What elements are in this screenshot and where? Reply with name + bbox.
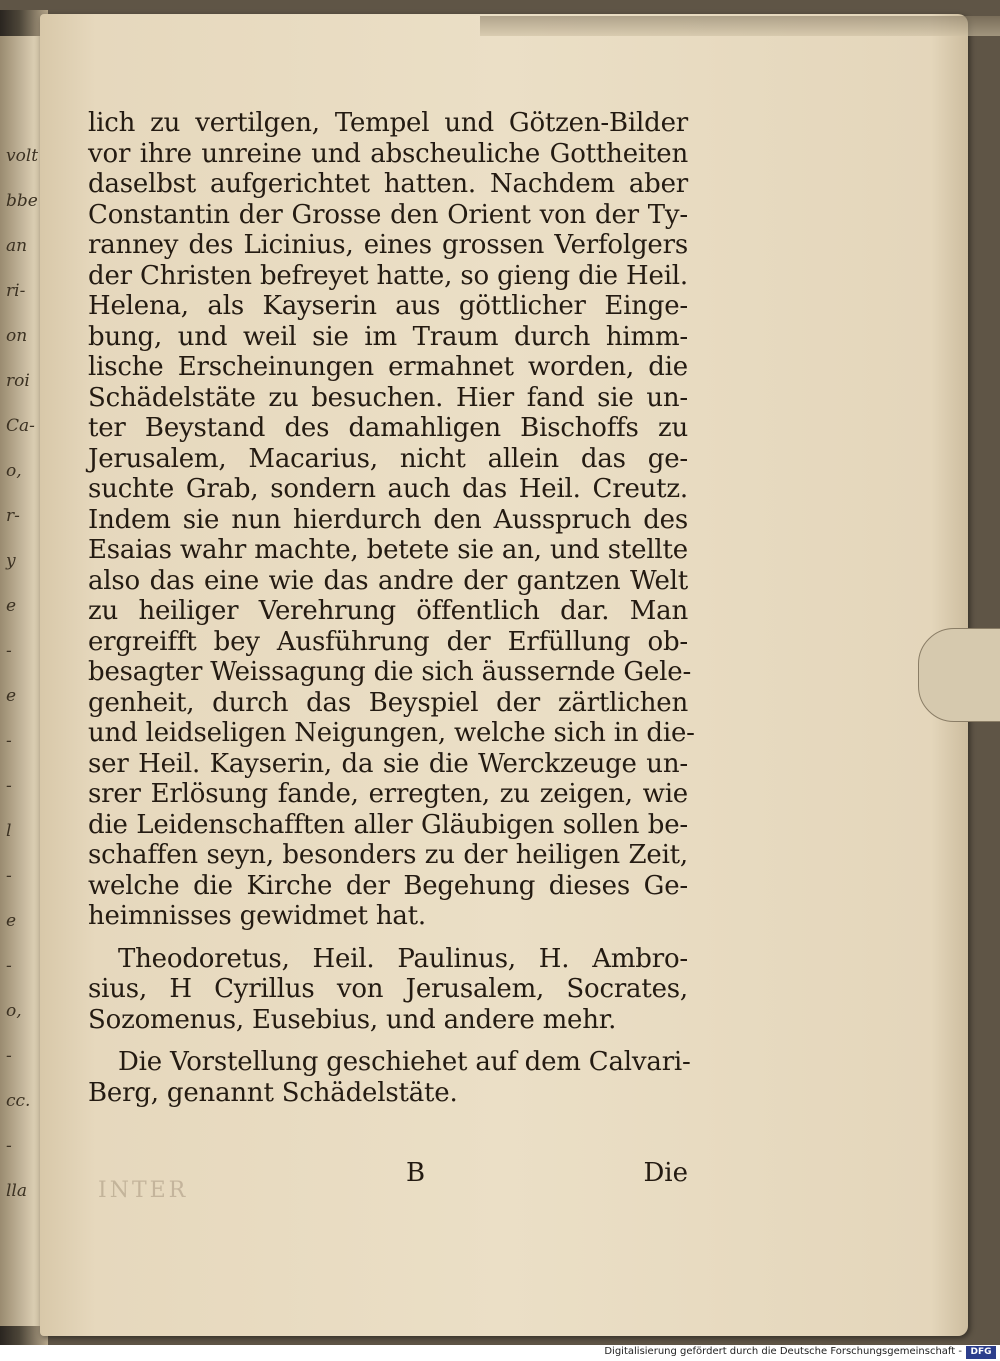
text-line: Helena, als Kayserin aus göttlicher Einge-	[88, 291, 688, 321]
credit-bar	[0, 1345, 1000, 1361]
text-line: srer Erlösung fande, erregten, zu zeigen, wie	[88, 779, 688, 809]
margin-fragment: roi	[6, 371, 30, 391]
text-line: heimnisses gewidmet hat.	[88, 901, 426, 931]
text-line: vor ihre unreine und abscheuliche Gottheiten	[88, 138, 688, 169]
text-line: Indem sie nun hierdurch den Ausspruch des	[88, 504, 688, 535]
margin-fragment: e	[6, 686, 17, 706]
margin-fragment: -	[6, 1046, 12, 1066]
signature-mark: B	[406, 1158, 426, 1188]
text-line: also das eine wie das andre der gantzen Welt	[88, 565, 688, 596]
margin-fragment: -	[6, 1136, 12, 1156]
text-line: lische Erscheinungen ermahnet worden, die	[88, 352, 688, 382]
text-line: ranney des Licinius, eines grossen Verfolgers	[88, 230, 688, 260]
text-line: schaffen seyn, besonders zu der heiligen Zeit,	[88, 840, 688, 870]
text-line: und leidseligen Neigungen, welche sich in die-	[88, 718, 695, 748]
page-text-block	[88, 108, 695, 1108]
text-line: bung, und weil sie im Traum durch himm-	[88, 321, 688, 352]
text-line: Die Vorstellung geschiehet auf dem Calvari-	[118, 1047, 691, 1077]
margin-fragment: -	[6, 866, 12, 886]
text-line: ter Beystand des damahligen Bischoffs zu	[88, 413, 688, 443]
page-top-edge	[480, 16, 1000, 36]
margin-fragment: on	[6, 326, 28, 346]
margin-fragment: r-	[6, 506, 20, 526]
margin-fragment: lla	[6, 1181, 28, 1201]
margin-fragment: e	[6, 911, 17, 931]
text-line: ser Heil. Kayserin, da sie die Werckzeuge un-	[88, 748, 688, 779]
text-line: sius, H Cyrillus von Jerusalem, Socrates,	[88, 974, 688, 1004]
text-line: lich zu vertilgen, Tempel und Götzen-Bilder	[88, 108, 688, 138]
margin-fragment: y	[6, 551, 16, 571]
text-line: daselbst aufgerichtet hatten. Nachdem aber	[88, 169, 688, 199]
page-clip-tab	[918, 628, 1000, 722]
margin-fragment: ri-	[6, 281, 26, 301]
margin-fragment: an	[6, 236, 28, 256]
text-line: Theodoretus, Heil. Paulinus, H. Ambro-	[118, 943, 688, 974]
catchword: Die	[643, 1158, 688, 1188]
margin-fragment: o,	[6, 1001, 22, 1021]
text-line: Esaias wahr machte, betete sie an, und stellte	[88, 535, 688, 565]
text-line: der Christen befreyet hatte, so gieng die Heil.	[88, 260, 688, 291]
bleed-through-text: INTER	[98, 1178, 189, 1203]
dfg-logo-icon: DFG	[966, 1346, 996, 1359]
text-line: Jerusalem, Macarius, nicht allein das ge-	[88, 443, 688, 474]
text-line: welche die Kirche der Begehung dieses Ge-	[88, 870, 688, 901]
margin-fragment: -	[6, 956, 12, 976]
paragraph-main	[88, 108, 695, 932]
margin-fragment: -	[6, 641, 12, 661]
text-line: Constantin der Grosse den Orient von der Ty-	[88, 199, 688, 230]
text-line: die Leidenschafften aller Gläubigen sollen be-	[88, 809, 688, 840]
margin-fragment: cc.	[6, 1091, 31, 1111]
text-line: suchte Grab, sondern auch das Heil. Creutz.	[88, 474, 688, 504]
text-line: zu heiliger Verehrung öffentlich dar. Man	[88, 596, 688, 626]
margin-fragment: -	[6, 776, 12, 796]
text-line: genheit, durch das Beyspiel der zärtlichen	[88, 687, 688, 718]
margin-fragment: -	[6, 731, 12, 751]
paragraph-sources	[88, 944, 688, 1036]
credit-text: Digitalisierung gefördert durch die Deutsche Forschungsgemeinschaft -	[604, 1346, 962, 1357]
text-line: Schädelstäte zu besuchen. Hier fand sie un-	[88, 382, 688, 413]
margin-fragment: volt	[6, 146, 39, 166]
paragraph-scene	[88, 1047, 691, 1108]
margin-fragment: Ca-	[6, 416, 35, 436]
margin-fragment: l	[6, 821, 12, 841]
text-line: ergreifft bey Ausführung der Erfüllung ob-	[88, 626, 688, 657]
text-line: Berg, genannt Schädelstäte.	[88, 1077, 458, 1108]
margin-fragment: o,	[6, 461, 22, 481]
text-line: Sozomenus, Eusebius, und andere mehr.	[88, 1004, 617, 1035]
margin-fragment: e	[6, 596, 17, 616]
text-line: besagter Weissagung die sich äussernde Gele-	[88, 657, 692, 687]
margin-fragment: bbe	[6, 191, 38, 211]
